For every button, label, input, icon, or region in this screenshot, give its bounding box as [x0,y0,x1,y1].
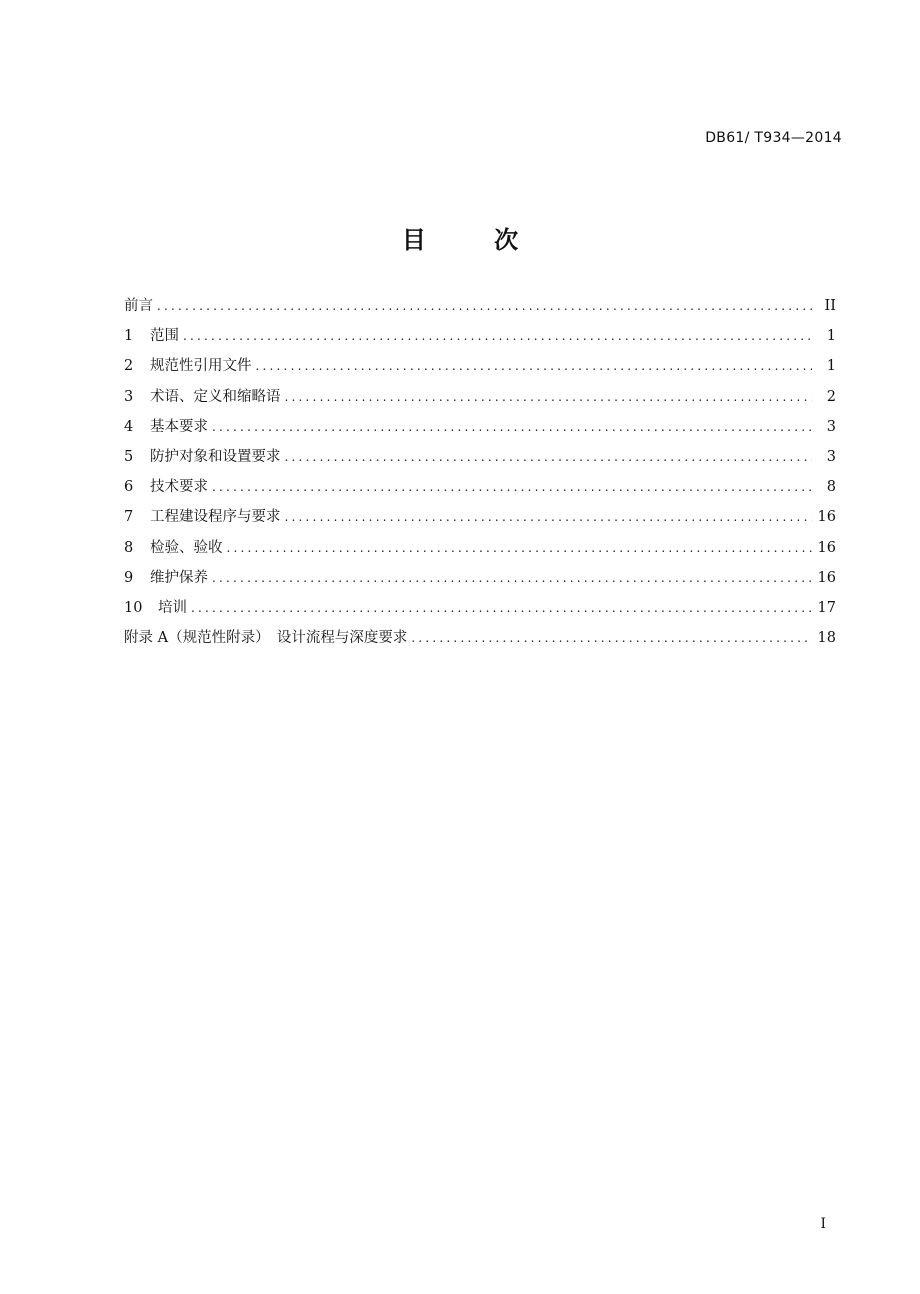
toc-entry-appendix-a[interactable] [124,626,836,656]
toc-entry-label: 工程建设程序与要求 [150,509,281,526]
toc-leader-dots [191,601,812,615]
table-of-contents [124,294,836,656]
page-title-char-2: 次 [494,226,519,254]
toc-entry-label: 规范性引用文件 [150,358,252,375]
toc-entry-number: 7 [124,509,134,526]
toc-leader-dots [157,299,812,313]
toc-entry-number: 1 [124,328,134,345]
toc-entry-number: 6 [124,479,134,496]
toc-entry-label: 检验、验收 [150,539,223,556]
toc-entry-page: 16 [817,539,836,556]
toc-leader-dots [411,631,811,645]
toc-entry-label: 附录 A（规范性附录） 设计流程与深度要求 [124,630,408,647]
standard-code: DB61/ T934—2014 [705,130,842,146]
toc-entry-page: 16 [817,569,836,586]
toc-leader-dots [212,420,812,434]
toc-entry-5[interactable] [124,445,836,475]
page-title [0,220,920,255]
toc-entry-label: 基本要求 [150,418,208,435]
toc-leader-dots [256,359,813,373]
toc-entry-page: 1 [826,358,836,375]
page-title-char-1: 目 [401,226,426,254]
toc-leader-dots [285,390,813,404]
toc-entry-page: 3 [826,418,836,435]
toc-entry-number: 9 [124,569,134,586]
toc-entry-number: 4 [124,418,134,435]
toc-entry-7[interactable] [124,505,836,535]
toc-entry-label: 防护对象和设置要求 [150,448,281,465]
toc-entry-label: 技术要求 [150,479,208,496]
toc-entry-label: 维护保养 [150,569,208,586]
toc-leader-dots [183,329,812,343]
toc-entry-9[interactable] [124,566,836,596]
toc-leader-dots [285,450,813,464]
toc-entry-4[interactable] [124,415,836,445]
toc-entry-number: 5 [124,448,134,465]
toc-entry-page: 18 [817,630,836,647]
toc-leader-dots [285,510,812,524]
toc-entry-8[interactable] [124,536,836,566]
toc-entry-1[interactable] [124,324,836,354]
toc-entry-number: 8 [124,539,134,556]
toc-entry-10[interactable] [124,596,836,626]
toc-entry-page: 17 [817,599,836,616]
toc-entry-label: 前言 [124,298,153,314]
toc-leader-dots [212,480,812,494]
toc-entry-number: 3 [124,388,134,405]
toc-entry-3[interactable] [124,385,836,415]
toc-entry-page: 16 [817,509,836,526]
toc-entry-foreword[interactable] [124,294,836,324]
toc-entry-page: 2 [826,388,836,405]
toc-entry-label: 范围 [150,328,179,345]
toc-entry-page: 3 [826,448,836,465]
toc-entry-label: 术语、定义和缩略语 [150,388,281,405]
toc-entry-label: 培训 [158,599,187,616]
toc-entry-2[interactable] [124,354,836,384]
page-number: I [820,1216,826,1232]
toc-entry-page: 8 [826,479,836,496]
toc-entry-number: 2 [124,358,134,375]
toc-leader-dots [227,541,812,555]
toc-entry-6[interactable] [124,475,836,505]
toc-entry-page: II [824,298,836,314]
toc-leader-dots [212,571,812,585]
toc-entry-page: 1 [826,328,836,345]
toc-entry-number: 10 [124,599,143,616]
